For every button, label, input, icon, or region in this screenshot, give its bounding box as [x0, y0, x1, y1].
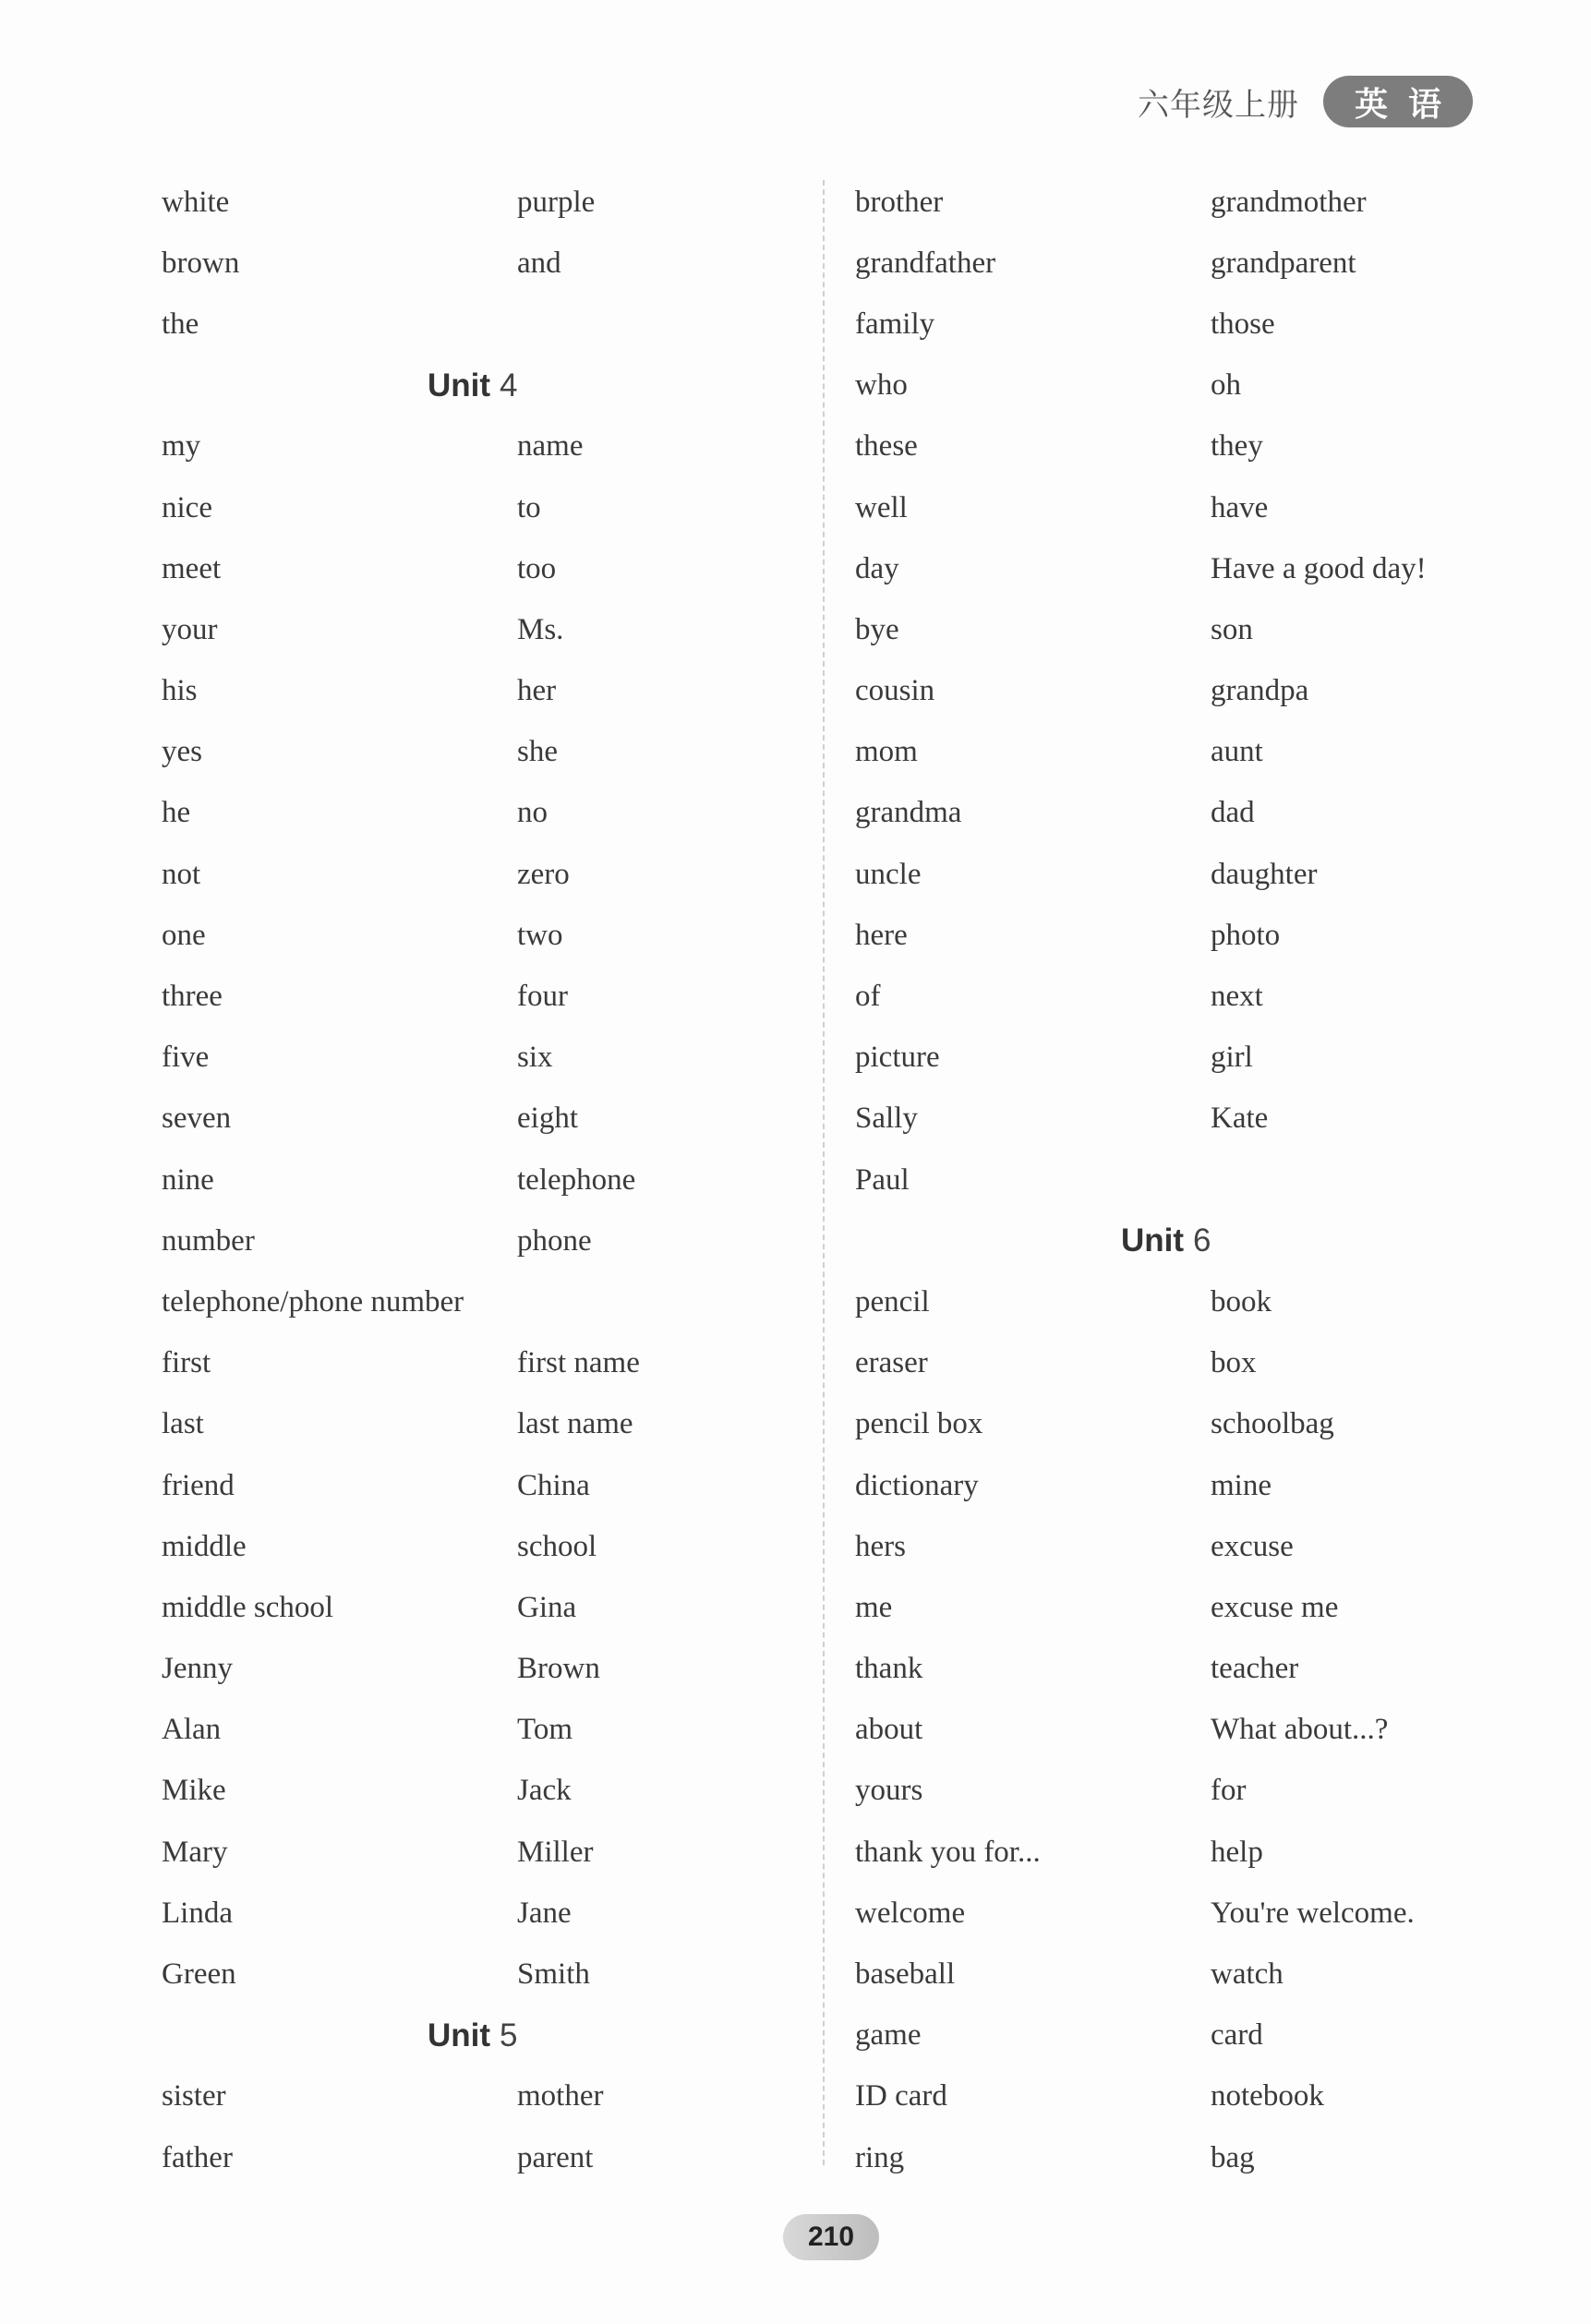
vocab-word: cousin: [855, 674, 935, 708]
vocab-word: Miller: [517, 1835, 594, 1869]
vocab-word: his: [162, 674, 198, 708]
unit-4-heading: [162, 355, 845, 416]
vocab-row: [855, 1883, 1538, 1944]
vocab-row: [162, 2066, 845, 2127]
unit-number: 6: [1193, 1222, 1211, 1259]
vocab-word: brother: [855, 185, 944, 219]
vocab-word: six: [517, 1041, 553, 1075]
vocab-row: [162, 599, 845, 660]
vocab-row: [162, 722, 845, 783]
vocab-word: seven: [162, 1102, 232, 1136]
vocab-word: Mike: [162, 1774, 226, 1808]
vocab-row: [855, 1639, 1538, 1700]
vocab-word: notebook: [1211, 2079, 1324, 2113]
vocab-word: ring: [855, 2140, 905, 2174]
vocab-word: book: [1211, 1284, 1272, 1319]
vocab-row: [855, 1700, 1538, 1761]
vocab-word: Paul: [855, 1162, 910, 1197]
vocab-word: family: [855, 307, 935, 341]
vocab-word: first: [162, 1346, 211, 1380]
unit-4-list-continued: [162, 1333, 845, 2005]
vocab-word: box: [1211, 1346, 1257, 1380]
vocab-word: zero: [517, 857, 570, 891]
vocab-word: middle school: [162, 1590, 334, 1624]
vocab-word: yes: [162, 735, 202, 769]
vocab-row: [855, 172, 1538, 233]
vocab-word: Ms.: [517, 612, 564, 646]
vocab-row: [855, 1271, 1538, 1332]
vocab-word: watch: [1211, 1957, 1284, 1992]
vocab-word: two: [517, 918, 563, 952]
vocab-word: What about...?: [1211, 1713, 1389, 1747]
vocab-row: [162, 1210, 845, 1271]
vocab-row: [162, 1333, 845, 1394]
vocab-word: and: [517, 246, 561, 280]
vocab-word: father: [162, 2140, 233, 2174]
unit-6-heading: [855, 1210, 1538, 1271]
vocab-row: [855, 599, 1538, 660]
vocab-word: parent: [517, 2140, 594, 2174]
vocab-row: [855, 966, 1538, 1027]
vocab-word: mother: [517, 2079, 604, 2113]
vocab-word: the: [162, 307, 199, 341]
vocab-word: five: [162, 1041, 210, 1075]
vocab-word: pencil: [855, 1284, 930, 1319]
vocab-row: [855, 844, 1538, 905]
vocab-word: Gina: [517, 1590, 577, 1624]
vocab-word: thank: [855, 1652, 923, 1686]
vocab-word: pencil box: [855, 1407, 983, 1441]
subject-badge: 英语: [1323, 76, 1473, 127]
vocab-row: [855, 416, 1538, 477]
vocab-row: [162, 783, 845, 844]
vocab-word: to: [517, 490, 541, 524]
vocab-word: hers: [855, 1529, 906, 1563]
vocab-word: Brown: [517, 1652, 600, 1686]
vocab-word: Sally: [855, 1102, 918, 1136]
vocab-word: game: [855, 2018, 922, 2053]
vocab-row: [855, 1944, 1538, 2005]
vocab-row: [855, 355, 1538, 416]
vocab-word: next: [1211, 980, 1263, 1014]
vocab-row: [855, 1822, 1538, 1883]
vocab-word: Have a good day!: [1211, 551, 1427, 585]
vocab-row: [162, 1639, 845, 1700]
vocab-word: friend: [162, 1468, 235, 1502]
vocab-word: grandmother: [1211, 185, 1367, 219]
vocab-word: mine: [1211, 1468, 1272, 1502]
vocab-word: Linda: [162, 1896, 233, 1930]
vocab-row: [162, 1822, 845, 1883]
vocab-word: Smith: [517, 1957, 590, 1992]
vocab-row: [162, 905, 845, 966]
vocab-word: not: [162, 857, 201, 891]
vocab-word: excuse me: [1211, 1590, 1339, 1624]
vocab-word: those: [1211, 307, 1275, 341]
vocab-word: no: [517, 796, 548, 830]
vocab-word: baseball: [855, 1957, 956, 1992]
vocab-word: for: [1211, 1774, 1247, 1808]
vocab-word: Tom: [517, 1713, 573, 1747]
vocab-word: help: [1211, 1835, 1263, 1869]
vocab-word: she: [517, 735, 558, 769]
vocab-row: [162, 1761, 845, 1822]
vocab-word: excuse: [1211, 1529, 1294, 1563]
right-column: [855, 172, 1538, 2188]
vocab-row: [162, 172, 845, 233]
vocab-word: bag: [1211, 2140, 1255, 2174]
vocab-row: [162, 477, 845, 538]
vocab-word: Kate: [1211, 1102, 1269, 1136]
vocab-word: one: [162, 918, 206, 952]
unit-label: Unit: [1121, 1222, 1185, 1259]
vocab-word: Jane: [517, 1896, 572, 1930]
unit-6-list: [855, 1271, 1538, 2188]
vocab-word: grandma: [855, 796, 962, 830]
vocab-row: [162, 538, 845, 599]
vocab-word: Green: [162, 1957, 236, 1992]
vocab-word: they: [1211, 429, 1263, 464]
vocab-word: me: [855, 1590, 893, 1624]
vocab-word: name: [517, 429, 584, 464]
vocab-row: [162, 1028, 845, 1089]
vocab-word: these: [855, 429, 918, 464]
vocab-word: yours: [855, 1774, 923, 1808]
unit-label: Unit: [428, 367, 491, 403]
vocab-word: Jack: [517, 1774, 572, 1808]
vocab-word: photo: [1211, 918, 1281, 952]
vocab-row: [162, 1089, 845, 1150]
vocab-word: grandparent: [1211, 246, 1356, 280]
page-header: [1138, 76, 1473, 127]
vocab-word: number: [162, 1223, 255, 1258]
vocab-row: [855, 783, 1538, 844]
vocab-word: aunt: [1211, 735, 1263, 769]
vocab-row: [162, 1577, 845, 1638]
vocab-row: [162, 1455, 845, 1516]
vocab-row: [162, 1516, 845, 1577]
vocab-row: [162, 1944, 845, 2005]
vocab-word: my: [162, 429, 201, 464]
vocab-word: dad: [1211, 796, 1255, 830]
vocab-row: [855, 1761, 1538, 1822]
unit-5-heading: [162, 2005, 845, 2066]
vocab-row: [162, 1150, 845, 1210]
vocab-word: China: [517, 1468, 590, 1502]
vocab-word: sister: [162, 2079, 226, 2113]
vocab-row: [855, 294, 1538, 355]
vocab-word: white: [162, 185, 230, 219]
unit-4-list: [162, 416, 845, 1272]
vocab-row: [162, 844, 845, 905]
vocab-row: [855, 1455, 1538, 1516]
vocab-row: [162, 1883, 845, 1944]
vocab-word: meet: [162, 551, 222, 585]
vocab-word: eraser: [855, 1346, 928, 1380]
vocab-row: [855, 2066, 1538, 2127]
vocab-word: last name: [517, 1407, 633, 1441]
vocab-word: thank you for...: [855, 1835, 1041, 1869]
vocab-word: well: [855, 490, 908, 524]
vocab-row: [162, 416, 845, 477]
vocab-row: [855, 233, 1538, 294]
vocab-word: schoolbag: [1211, 1407, 1334, 1441]
vocab-word: telephone/phone number: [162, 1284, 464, 1319]
vocab-row: [162, 294, 845, 355]
page-number: 210: [783, 2214, 879, 2260]
vocab-word: eight: [517, 1102, 578, 1136]
vocab-word: brown: [162, 246, 240, 280]
left-column: [162, 172, 845, 2188]
vocab-word: Mary: [162, 1835, 228, 1869]
vocab-row: [162, 1700, 845, 1761]
vocab-word: ID card: [855, 2079, 947, 2113]
vocab-word: welcome: [855, 1896, 966, 1930]
vocab-word: card: [1211, 2018, 1263, 2053]
vocab-word: Jenny: [162, 1652, 233, 1686]
vocab-row: [855, 1089, 1538, 1150]
vocab-row: [855, 1028, 1538, 1089]
vocab-word: middle: [162, 1529, 247, 1563]
vocab-word: telephone: [517, 1162, 636, 1197]
vocab-word: mom: [855, 735, 918, 769]
vocab-word: who: [855, 368, 908, 403]
vocab-row: [855, 722, 1538, 783]
vocab-word: about: [855, 1713, 923, 1747]
vocab-word: too: [517, 551, 557, 585]
vocab-word: school: [517, 1529, 597, 1563]
vocab-word: your: [162, 612, 218, 646]
vocab-row: [855, 1516, 1538, 1577]
vocab-word: three: [162, 980, 223, 1014]
vocab-word: bye: [855, 612, 899, 646]
unit-number: 5: [500, 2017, 518, 2053]
vocab-word: her: [517, 674, 557, 708]
vocab-row: [855, 2127, 1538, 2188]
vocab-word: uncle: [855, 857, 922, 891]
vocab-word: he: [162, 796, 191, 830]
vocab-word: grandfather: [855, 246, 996, 280]
vocab-row: [855, 661, 1538, 722]
vocab-word: girl: [1211, 1041, 1253, 1075]
vocab-row: [162, 661, 845, 722]
vocab-row: [162, 2127, 845, 2188]
grade-label: 六年级上册: [1138, 86, 1299, 124]
vocab-word: oh: [1211, 368, 1241, 403]
left-top-list: [162, 172, 845, 355]
unit-5-list: [162, 2066, 845, 2188]
vocab-row: [855, 2005, 1538, 2066]
vocab-row: [162, 233, 845, 294]
vocab-word: of: [855, 980, 881, 1014]
vocab-row: [855, 1394, 1538, 1455]
vocab-row: [855, 1150, 1538, 1210]
unit-number: 4: [500, 367, 518, 403]
vocab-row: [855, 1333, 1538, 1394]
vocab-word: here: [855, 918, 908, 952]
vocab-word: teacher: [1211, 1652, 1299, 1686]
vocab-row: [162, 966, 845, 1027]
vocab-word: have: [1211, 490, 1269, 524]
vocab-row: [855, 1577, 1538, 1638]
vocab-row: [162, 1271, 845, 1332]
vocab-word: first name: [517, 1346, 640, 1380]
unit-label: Unit: [428, 2017, 491, 2053]
vocab-row: [855, 905, 1538, 966]
vocab-row: [855, 538, 1538, 599]
vocab-word: nine: [162, 1162, 214, 1197]
vocab-word: phone: [517, 1223, 592, 1258]
vocab-word: daughter: [1211, 857, 1318, 891]
vocab-word: grandpa: [1211, 674, 1309, 708]
vocab-word: nice: [162, 490, 212, 524]
vocab-word: You're welcome.: [1211, 1896, 1415, 1930]
vocab-word: last: [162, 1407, 204, 1441]
vocab-word: son: [1211, 612, 1253, 646]
vocab-word: Alan: [162, 1713, 222, 1747]
unit-5-list-continued: [855, 172, 1538, 1210]
vocab-word: dictionary: [855, 1468, 979, 1502]
vocab-word: picture: [855, 1041, 940, 1075]
vocab-word: purple: [517, 185, 596, 219]
vocab-row: [162, 1394, 845, 1455]
vocab-word: four: [517, 980, 568, 1014]
vocab-word: day: [855, 551, 899, 585]
vocab-row: [855, 477, 1538, 538]
